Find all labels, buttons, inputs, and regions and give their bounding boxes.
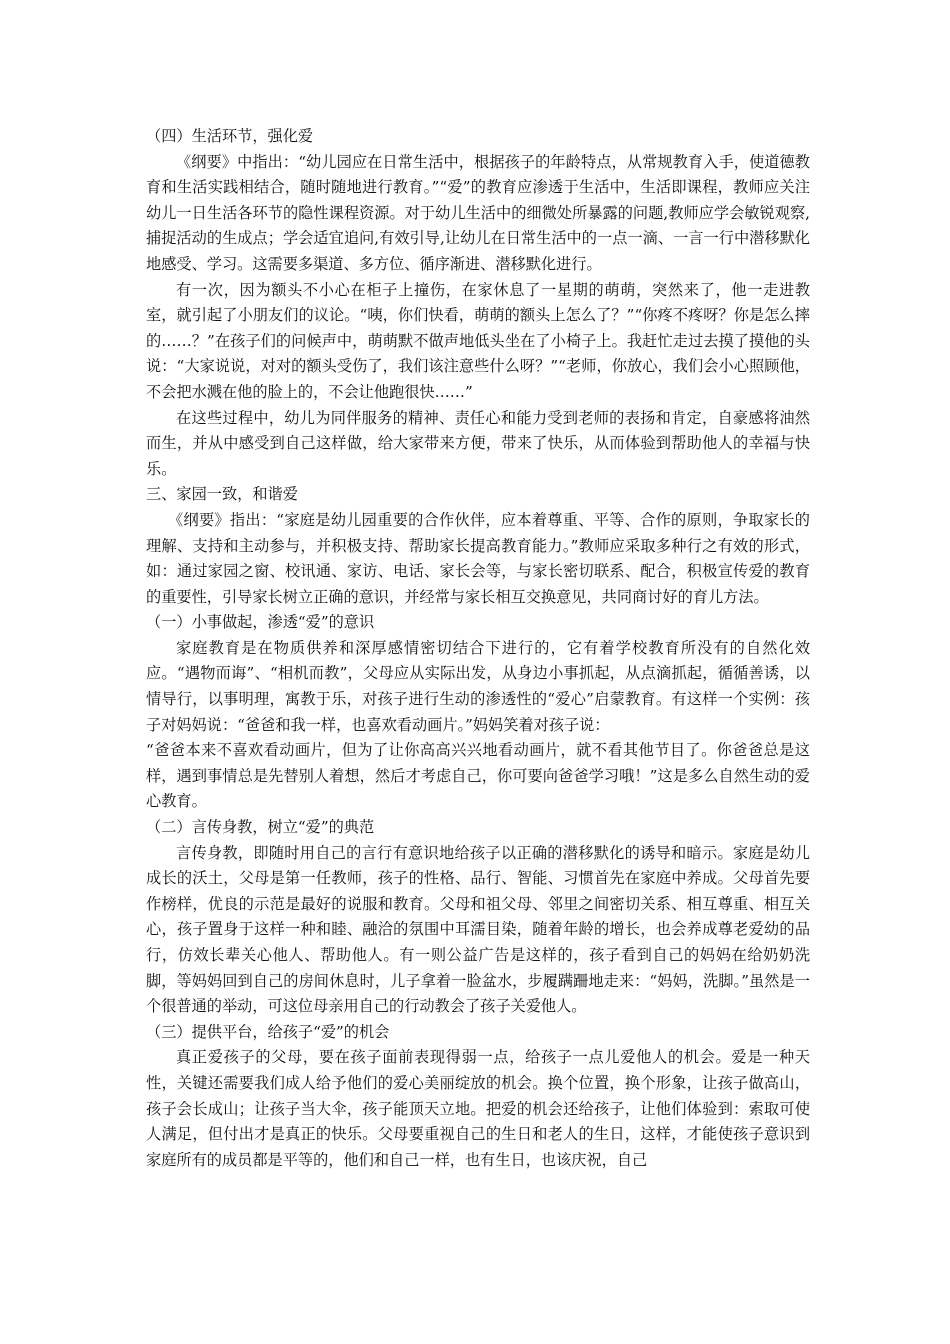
paragraph-mengmeng-story: 有一次，因为额头不小心在柜子上撞伤，在家休息了一星期的萌萌，突然来了，他一走进教室，就引起了小朋友们的议论。“咦，你们快看，萌萌的额头上怎么了？”“你疼不疼呀？你是怎么摔的……？”在孩子们的问候声中，萌萌默不做声地低头坐在了小椅子上。我赶忙走过去摸了摸他的头说：“大家说说，对对的额头受伤了，我们该注意些什么呀？”“老师，你放心，我们会小心照顾他，不会把水溅在他的脸上的，不会让他跑很快……”	[146, 280, 810, 401]
section-heading-home-school: 三、家园一致，和谐爱	[146, 485, 298, 504]
paragraph-service-pride: 在这些过程中，幼儿为同伴服务的精神、责任心和能力受到老师的表扬和肯定，自豪感将油然而生，并从中感受到自己这样做，给大家带来方便，带来了快乐，从而体验到帮助他人的幸福与快乐。	[146, 408, 810, 478]
paragraph-cartoon-example: “爸爸本来不喜欢看动画片，但为了让你高高兴兴地看动画片，就不看其他节目了。你爸爸总是这样，遇到事情总是先替别人着想，然后才考虑自己，你可要向爸爸学习哦！”这是多么自然生动的爱心教育。	[146, 741, 810, 811]
paragraph-outline-daily-life: 《纲要》中指出：“幼儿园应在日常生活中，根据孩子的年龄特点，从常规教育入手，使道德教育和生活实践相结合，随时随地进行教育。”“爱”的教育应渗透于生活中，生活即课程，教师应关注幼儿一日生活各环节的隐性课程资源。对于幼儿生活中的细微处所暴露的问题,教师应学会敏锐观察,捕捉活动的生成点；学会适宜追问,有效引导,让幼儿在日常生活中的一点一滴、一言一行中潜移默化地感受、学习。这需要多渠道、多方位、循序渐进、潜移默化进行。	[146, 152, 810, 273]
section-heading-life-activities: （四）生活环节，强化爱	[146, 127, 314, 145]
subheading-give-opportunity: （三）提供平台，给孩子“爱”的机会	[146, 1022, 390, 1041]
paragraph-words-and-deeds: 言传身教，即随时用自己的言行有意识地给孩子以正确的潜移默化的诱导和暗示。家庭是幼儿成长的沃土，父母是第一任教师，孩子的性格、品行、智能、习惯首先在家庭中养成。父母首先要作榜样，优良的示范是最好的说服和教育。父母和祖父母、邻里之间密切关系、相互尊重、相互关心，孩子置身于这样一种和睦、融洽的氛围中耳濡目染，随着年龄的增长，也会养成尊老爱幼的品行，仿效长辈关心他人、帮助他人。有一则公益广告是这样的，孩子看到自己的妈妈在给奶奶洗脚，等妈妈回到自己的房间休息时，儿子拿着一脸盆水，步履蹒跚地走来：“妈妈，洗脚。”虽然是一个很普通的举动，可这位母亲用自己的行动教会了孩子关爱他人。	[146, 843, 810, 1016]
paragraph-outline-family: 《纲要》指出：“家庭是幼儿园重要的合作伙伴，应本着尊重、平等、合作的原则，争取家长的理解、支持和主动参与，并积极支持、帮助家长提高教育能力。”教师应采取多种行之有效的形式，如：通过家园之窗、校讯通、家访、电话、家长会等，与家长密切联系、配合，积极宣传爱的教育的重要性，引导家长树立正确的意识，并经常与家长相互交换意见，共同商讨好的育儿方法。	[146, 510, 810, 606]
subheading-small-things: （一）小事做起，渗透“爱”的意识	[146, 613, 375, 632]
document-page	[146, 124, 810, 1173]
paragraph-true-love: 真正爱孩子的父母，要在孩子面前表现得弱一点，给孩子一点儿爱他人的机会。爱是一种天性，关键还需要我们成人给予他们的爱心美丽绽放的机会。换个位置，换个形象，让孩子做高山，孩子会长成山；让孩子当大伞，孩子能顶天立地。把爱的机会还给孩子，让他们体验到：索取可使人满足，但付出才是真正的快乐。父母要重视自己的生日和老人的生日，这样，才能使孩子意识到家庭所有的成员都是平等的，他们和自己一样，也有生日，也该庆祝，自己	[146, 1048, 810, 1169]
paragraph-family-education: 家庭教育是在物质供养和深厚感情密切结合下进行的，它有着学校教育所没有的自然化效应。“遇物而诲”、“相机而教”，父母应从实际出发，从身边小事抓起，从点滴抓起，循循善诱，以情导行，以事明理，寓教于乐，对孩子进行生动的渗透性的“爱心”启蒙教育。有这样一个实例：孩子对妈妈说：“爸爸和我一样，也喜欢看动画片。”妈妈笑着对孩子说：	[146, 638, 810, 734]
subheading-lead-by-example: （二）言传身教，树立“爱”的典范	[146, 818, 375, 837]
